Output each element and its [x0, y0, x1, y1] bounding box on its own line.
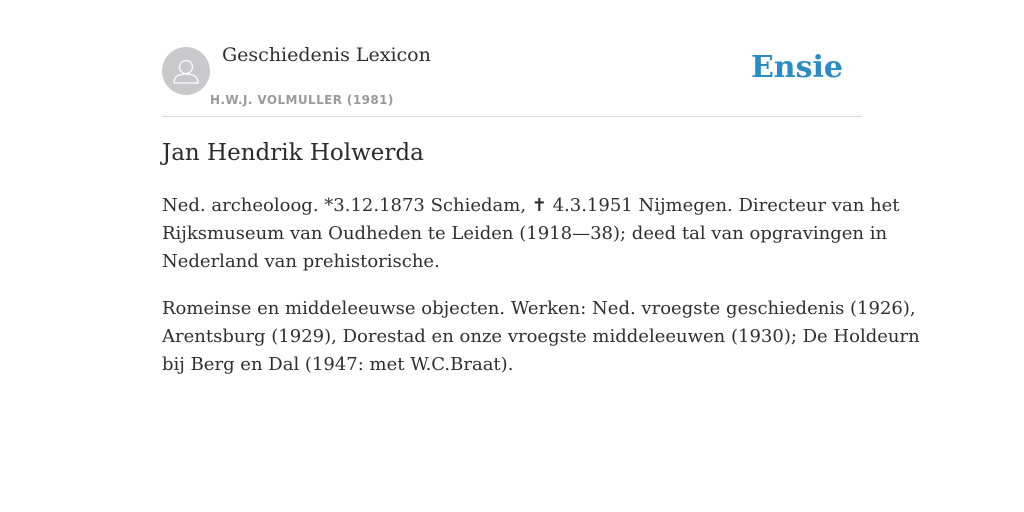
source-title[interactable]: Geschiedenis Lexicon — [222, 44, 431, 66]
author-byline[interactable]: H.W.J. VOLMULLER (1981) — [210, 93, 394, 107]
user-silhouette-icon — [162, 47, 210, 95]
entry-title: Jan Hendrik Holwerda — [162, 140, 424, 166]
paragraph-line: Romeinse en middeleeuwse objecten. Werken: Ned. vroegste geschiedenis (1926), — [162, 298, 916, 319]
entry-paragraph — [162, 295, 920, 379]
page — [162, 0, 920, 512]
ensie-logo[interactable]: Ensie — [750, 50, 843, 85]
paragraph-line: Nederland van prehistorische. — [162, 251, 440, 272]
paragraph-line: Arentsburg (1929), Dorestad en onze vroegste middeleeuwen (1930); De Holdeurn — [162, 326, 920, 347]
paragraph-line: bij Berg en Dal (1947: met W.C.Braat). — [162, 354, 514, 375]
header — [162, 0, 862, 117]
avatar[interactable] — [162, 47, 210, 95]
entry-paragraph — [162, 192, 900, 276]
paragraph-line: Rijksmuseum van Oudheden te Leiden (1918—38); deed tal van opgravingen in — [162, 223, 888, 244]
paragraph-line: Ned. archeoloog. *3.12.1873 Schiedam, ✝ 4.3.1951 Nijmegen. Directeur van het — [162, 195, 900, 216]
